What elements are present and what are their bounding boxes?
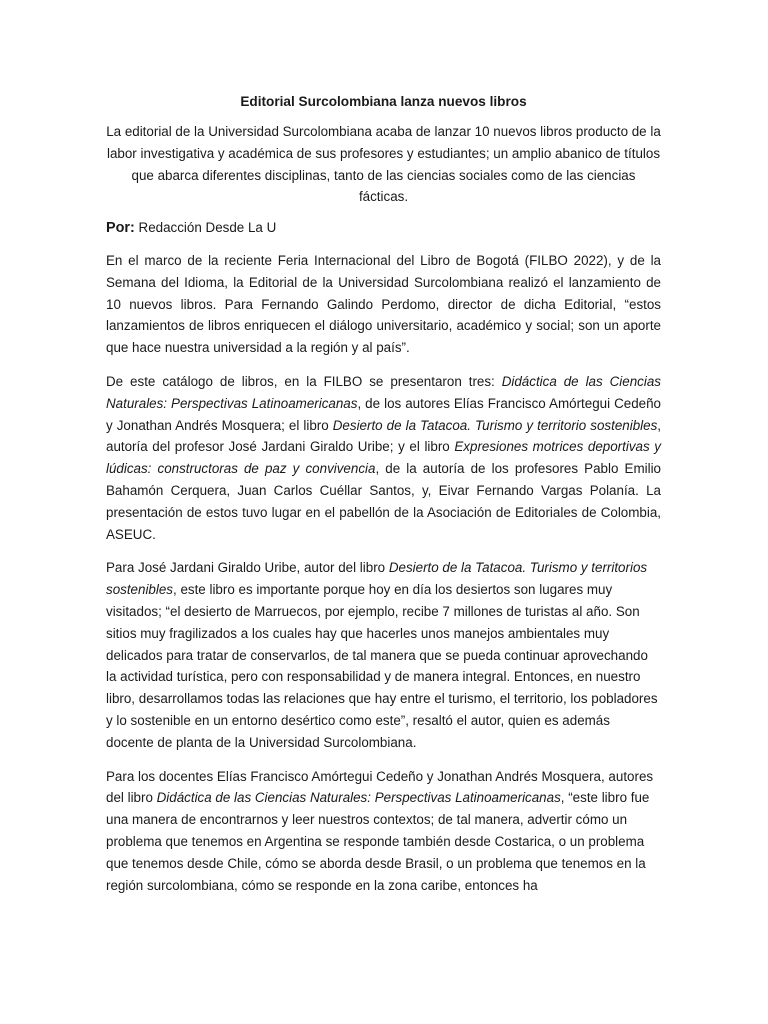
text-span: De este catálogo de libros, en la FILBO se presentaron tres:: [106, 373, 502, 389]
paragraph-giraldo-quote: [106, 557, 661, 753]
article-byline: [106, 217, 661, 240]
document-page: [106, 92, 661, 908]
book-title-tatacoa: Desierto de la Tatacoa. Turismo y territorio sostenibles: [332, 417, 658, 433]
paragraph-filbo-intro: En el marco de la reciente Feria Internacional del Libro de Bogotá (FILBO 2022), y de la Semana del Idioma, la Editorial de la Universidad Surcolombiana realizó el lanzamiento de 10 nuevos libros. Para Fernando Galindo Perdomo, director de dicha Editorial, “estos lanzamientos de libros enriquecen el diálogo universitario, académico y social; son un aporte que hace nuestra universidad a la región y al país”.: [106, 252, 661, 356]
book-title-didactica: Didáctica de las Ciencias Naturales: Perspectivas Latinoamericanas: [156, 790, 561, 806]
article-title: Editorial Surcolombiana lanza nuevos libros: [240, 94, 527, 109]
text-span: , este libro es importante porque hoy en día los desiertos son lugares muy visitados; “el desierto de Marruecos, por ejemplo, recibe 7 millones de turistas al año. Son sitios muy fragilizados a los cuales hay que hacerles unos manejos ambientales muy delicados para tratar de conservarlos, de tal manera que se pueda continuar aprovechando la actividad turística, pero con responsabilidad y de manera integral. Entonces, en nuestro libro, desarrollamos todas las relaciones que hay entre el turismo, el territorio, los pobladores y lo sostenible en un entorno desértico como este”, resaltó el autor, quien es además docente de planta de la Universidad Surcolombiana.: [106, 582, 658, 750]
text-span: Para los docentes Elías Francisco Amórtegui Cedeño y Jonathan Andrés Mosquera, autores del libro: [106, 768, 654, 806]
text-span: , “este libro fue una manera de encontrarnos y leer nuestros contextos; de tal manera, advertir cómo un problema que tenemos en Argentina se responde también desde Costarica, o un problema que tenemos desde Chile, cómo se aborda desde Brasil, o un problema que tenemos en la región surcolombiana, cómo se responde en la zona caribe, entonces ha: [106, 790, 650, 893]
text-span: , de la autoría de los profesores Pablo Emilio Bahamón Cerquera, Juan Carlos Cuéllar Santos, y, Eivar Fernando Vargas Polanía. La presentación de estos tuvo lugar en el pabellón de la Asociación de Editoriales de Colombia, ASEUC.: [106, 461, 661, 542]
paragraph-catalog: [106, 371, 661, 545]
byline-author: Redacción Desde La U: [138, 220, 277, 236]
text-span: , autoría del profesor José Jardani Giraldo Uribe; y el libro: [106, 417, 662, 455]
book-title-expresiones: Expresiones motrices deportivas y lúdicas: constructoras de paz y convivencia: [106, 439, 661, 477]
byline-label: Por:: [106, 220, 135, 237]
book-title-tatacoa: Desierto de la Tatacoa. Turismo y territorios sostenibles: [106, 560, 648, 598]
paragraph-docentes-quote: [106, 766, 661, 897]
text-span: Para José Jardani Giraldo Uribe, autor del libro: [106, 560, 389, 576]
article-lead: La editorial de la Universidad Surcolombiana acaba de lanzar 10 nuevos libros producto de la labor investigativa y académica de sus profesores y estudiantes; un amplio abanico de títulos que abarca diferentes disciplinas, tanto de las ciencias sociales como de las ciencias fácticas.: [106, 124, 661, 205]
text-span: , de los autores Elías Francisco Amórtegui Cedeño y Jonathan Andrés Mosquera; el libro: [106, 395, 661, 433]
book-title-didactica: Didáctica de las Ciencias Naturales: Perspectivas Latinoamericanas: [106, 373, 661, 411]
